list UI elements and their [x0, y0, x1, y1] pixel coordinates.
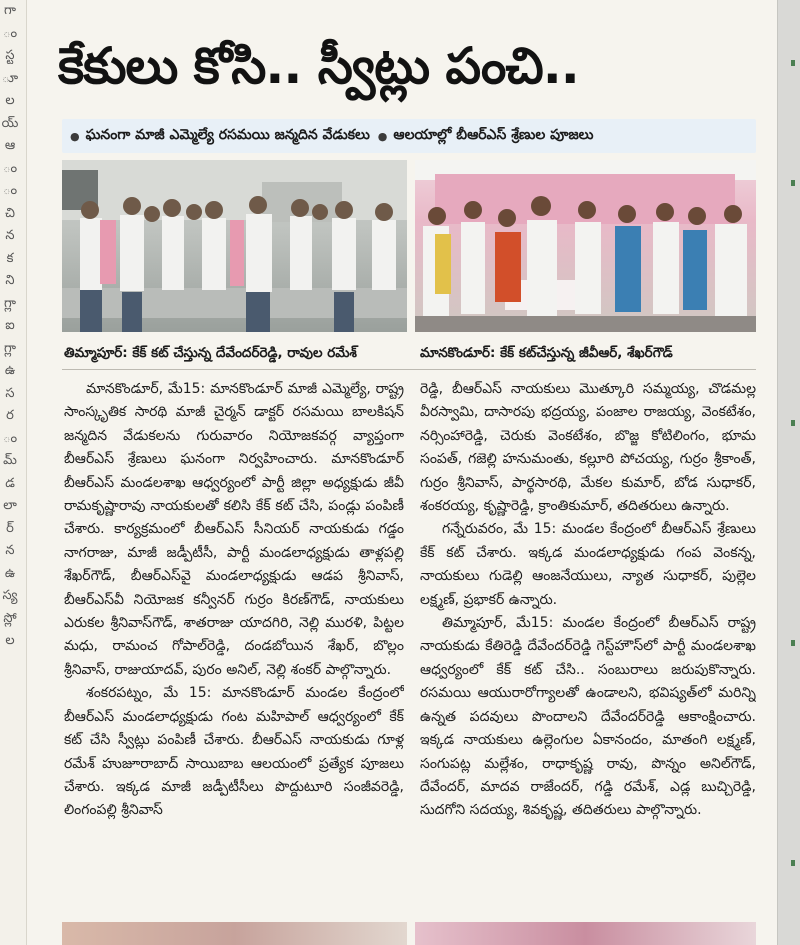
- subheadline-1: ఘనంగా మాజీ ఎమ్మెల్యే రసమయి జన్మదిన వేడుకలు: [85, 126, 370, 143]
- next-article-photos: [62, 922, 756, 945]
- adjacent-column-fragment: స్య: [2, 588, 18, 603]
- adjacent-column-fragment: ఆ: [4, 138, 16, 153]
- adjacent-column-fragment: ూ: [1, 70, 19, 86]
- adjacent-column-fragment: గ్లా: [4, 295, 16, 311]
- adjacent-column-fragment: లా: [3, 498, 17, 513]
- adjacent-column-fragment: మ్: [3, 453, 17, 468]
- subheadline-band: [62, 119, 756, 153]
- photo-caption-right: మానకొండూర్: కేక్ కట్‌చేస్తున్న జీవీఆర్, శేఖర్‌గౌడ్: [420, 345, 673, 361]
- headline: కేకులు కోసి.. స్వీట్లు పంచి..: [58, 37, 579, 95]
- divider: [62, 369, 756, 370]
- subheadline-2: ఆలయాల్లో బీఆర్ఎస్ శ్రేణుల పూజలు: [393, 126, 594, 143]
- adjacent-column-fragment: య్: [1, 115, 19, 131]
- adjacent-column-fragment: గా: [4, 3, 16, 18]
- bullet-icon: ●: [377, 129, 388, 143]
- paragraph: రెడ్డి, బీఆర్ఎస్ నాయకులు మొత్కూరి సమ్మయ్య, చొడమల్ల వీరస్వామి, దాసారపు భద్రయ్య, పంజాల రాజయ్య, వెంకటేశం, నర్సింహారెడ్డి, చెరుకు వెంకటేశం, బొజ్జ కోటిలింగం, భూమ సంపత్, గజెల్లి హనుమంతు, కల్లూరి పోచయ్య, గుర్రం శ్రీకాంత్, గుర్రం శ్రీనివాస్, పార్థసారథి, మేకల కుమార్, బోడ సుధాకర్, శంకరయ్య, కృష్ణారెడ్డి, క్రాంతికుమార్, తదితరులు ఉన్నారు.: [420, 381, 756, 515]
- page-edge-strip: [777, 0, 800, 945]
- adjacent-column-fragment: డ: [5, 475, 15, 491]
- adjacent-column-fragment: ఉ: [4, 565, 16, 581]
- photo-manakondur-cake-cutting: [415, 160, 756, 332]
- adjacent-column-fragment: ని: [5, 273, 15, 288]
- adjacent-column-strip: [0, 0, 27, 945]
- article-column-left: [64, 378, 404, 908]
- photo-thimmapur-cake-cutting: [62, 160, 407, 332]
- adjacent-column-fragment: న: [5, 228, 15, 243]
- adjacent-column-fragment: స్ట: [5, 48, 15, 63]
- adjacent-column-fragment: ం: [2, 25, 18, 41]
- paragraph: మానకొండూర్, మే15: మానకొండూర్ మాజీ ఎమ్మెల్యే, రాష్ట్ర సాంస్కృతిక సారథి మాజీ చైర్మన్ డాక్టర్ రసమయి బాలకిషన్ జన్మదిన వేడుకలను గురువారం నియోజకవర్గ వ్యాప్తంగా బీఆర్ఎస్ శ్రేణులు ఘనంగా నిర్వహించారు. మానకొండూర్ బీఆర్ఎస్ మండలశాఖ ఆధ్వర్యంలో పార్టీ జిల్లా అధ్యక్షుడు జీవీ రామకృష్ణారావు నాయకులతో కలిసి కేక్ కట్ చేసి, పండ్లు పంపిణీ చేశారు. కార్యక్రమంలో బీఆర్ఎస్ సీనియర్ నాయకుడు గడ్డం నాగరాజు, మాజీ జడ్పీటీసీ, పార్టీ మండలాధ్యక్షుడు తాళ్లపల్లి శేఖర్‌గౌడ్, బీఆర్ఎస్‌వై మండలాధ్యక్షుడు ఆడప శ్రీనివాస్, బీఆర్ఎస్‌వీ నియోజక కన్వీనర్ గుర్రం కిరణ్‌గౌడ్, నాయకులు ఎరుకల శ్రీనివాస్‌గౌడ్, శాతరాజు యాదగిరి, నెల్లి మురళి, పిట్టల మధు, రామంచ గోపాల్‌రెడ్డి, దండబోయిన శేఖర్, బొల్లం శ్రీనివాస్, రాజుయాదవ్, పురం అనిల్, నెల్లి శంకర్ పాల్గొన్నారు.: [64, 381, 404, 678]
- adjacent-column-fragment: ర్: [6, 520, 14, 536]
- paragraph: గన్నేరువరం, మే 15: మండల కేంద్రంలో బీఆర్ఎస్ శ్రేణులు కేక్ కట్ చేశారు. ఇక్కడ మండలాధ్యక్షుడు గంప వెంకన్న, నాయకులు గుడెల్లి ఆంజనేయులు, న్యాత సుధాకర్, పుల్లెల లక్ష్మణ్, ప్రభాకర్ ఉన్నారు.: [420, 521, 756, 608]
- paragraph: తిమ్మాపూర్, మే15: మండల కేంద్రంలో బీఆర్ఎస్ రాష్ట్ర నాయకుడు కేతిరెడ్డి దేవేందర్‌రెడ్డి గెస్ట్‌హౌస్‌లో పార్టీ మండలశాఖ ఆధ్వర్యంలో కేక్ కట్ చేసి.. సంబురాలు జరుపుకొన్నారు. రసమయి ఆయురారోగ్యాలతో ఉండాలని, భవిష్యత్‌లో మరిన్ని ఉన్నత పదవులు పొందాలని దేవేందర్‌రెడ్డి ఆకాంక్షించారు. ఇక్కడ నాయకులు ఉల్లెంగుల ఏకానందం, మాతంగి లక్ష్మణ్, సంగుపట్ల మల్లేశం, రాధాకృష్ణ రావు, పొన్నం అనిల్‌గౌడ్, దేవేందర్, మాదవ రాజేందర్, గడ్డి రమేశ్, ఎడ్ల బుచ్చిరెడ్డి, సుదగోని సదయ్య, శివకృష్ణ, తదితరులు పాల్గొన్నారు.: [420, 615, 756, 819]
- adjacent-column-fragment: ం: [2, 430, 18, 446]
- photo-caption-left: తిమ్మాపూర్: కేక్ కట్ చేస్తున్న దేవేందర్‌రెడ్డి, రావుల రమేశ్: [64, 345, 357, 361]
- adjacent-column-fragment: ల: [5, 633, 15, 648]
- bullet-icon: ●: [70, 129, 80, 143]
- article-column-right: [420, 378, 756, 908]
- news-article: [48, 0, 764, 945]
- adjacent-column-fragment: క: [6, 250, 14, 266]
- adjacent-column-fragment: ర: [6, 408, 14, 423]
- adjacent-column-fragment: ం: [2, 183, 18, 198]
- adjacent-column-fragment: ల: [5, 93, 15, 108]
- paragraph: శంకరపట్నం, మే 15: మానకొండూర్ మండల కేంద్రంలో బీఆర్ఎస్ మండలాధ్యక్షుడు గంట మహిపాల్ ఆధ్వర్యంలో కేక్ కట్ చేసి స్వీట్లు పంపిణీ చేశారు. బీఆర్ఎస్ నాయకుడు గూళ్ల రమేశ్ హుజూరాబాద్ సాయిబాబ ఆలయంలో ప్రత్యేక పూజలు చేశారు. ఇక్కడ మాజీ జడ్పీటీసీలు పొద్దుటూరి సంజీవరెడ్డి, లింగంపల్లి శ్రీనివాస్: [64, 685, 404, 819]
- adjacent-column-fragment: స: [5, 385, 15, 401]
- adjacent-column-fragment: న: [5, 543, 15, 558]
- adjacent-column-fragment: గ్లా: [4, 340, 16, 356]
- adjacent-column-fragment: చి: [5, 205, 15, 221]
- adjacent-column-fragment: స్లో: [3, 610, 17, 626]
- adjacent-column-fragment: ం: [2, 160, 18, 176]
- adjacent-column-fragment: ఉ: [4, 363, 16, 378]
- adjacent-column-fragment: ఐ: [5, 318, 15, 333]
